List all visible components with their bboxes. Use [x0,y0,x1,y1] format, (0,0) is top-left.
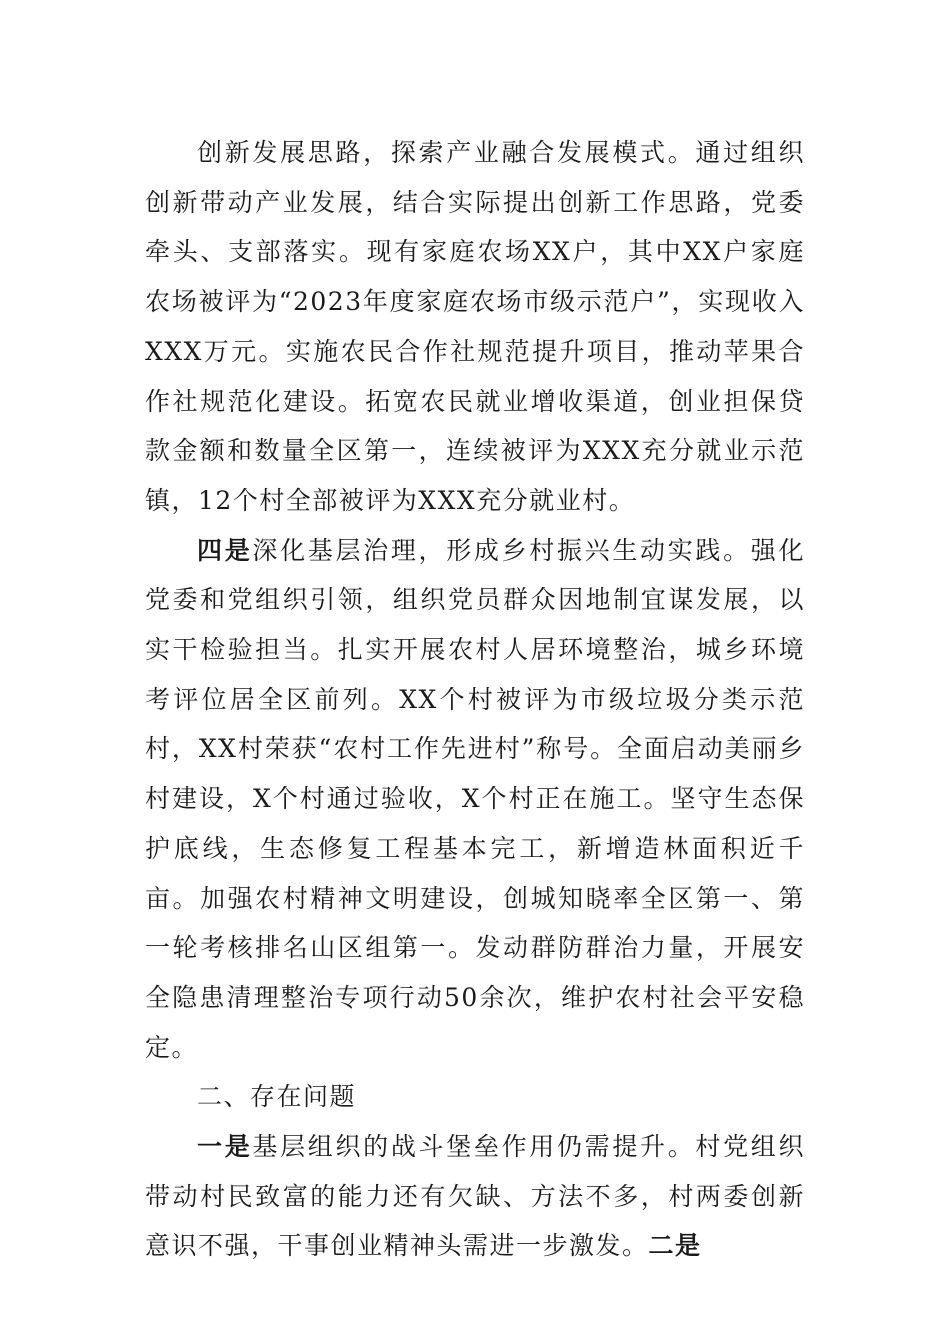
paragraph-governance [145,526,805,1073]
paragraph-innovation [145,128,805,526]
section-heading-problems: 二、存在问题 [197,1082,357,1112]
document-page [145,128,805,1271]
paragraph-problem-one-lead: 一是 [197,1132,253,1162]
paragraph-governance-lead: 四是 [197,535,253,565]
paragraph-problem-one-text: 基层组织的战斗堡垒作用仍需提升。村党组织带动村民致富的能力还有欠缺、方法不多，村两委创新意识不强，干事创业精神头需进一步激发。 [145,1132,805,1261]
paragraph-innovation-text: 创新发展思路，探索产业融合发展模式。通过组织创新带动产业发展，结合实际提出创新工作思路，党委牵头、支部落实。现有家庭农场XX户，其中XX户家庭农场被评为“2023年度家庭农场市级示范户”，实现收入XXX万元。实施农民合作社规范提升项目，推动苹果合作社规范化建设。拓宽农民就业增收渠道，创业担保贷款金额和数量全区第一，连续被评为XXX充分就业示范镇，12个村全部被评为XXX充分就业村。 [145,138,805,515]
paragraph-governance-text: 深化基层治理，形成乡村振兴生动实践。强化党委和党组织引领，组织党员群众因地制宜谋发展，以实干检验担当。扎实开展农村人居环境整治，城乡环境考评位居全区前列。XX个村被评为市级垃圾分类示范村，XX村荣获“农村工作先进村”称号。全面启动美丽乡村建设，X个村通过验收，X个村正在施工。坚守生态保护底线，生态修复工程基本完工，新增造林面积近千亩。加强农村精神文明建设，创城知晓率全区第一、第一轮考核排名山区组第一。发动群防群治力量，开展安全隐患清理整治专项行动50余次，维护农村社会平安稳定。 [145,535,805,1062]
paragraph-problem-two-lead: 二是 [648,1231,702,1261]
paragraph-problem-one [145,1122,805,1271]
